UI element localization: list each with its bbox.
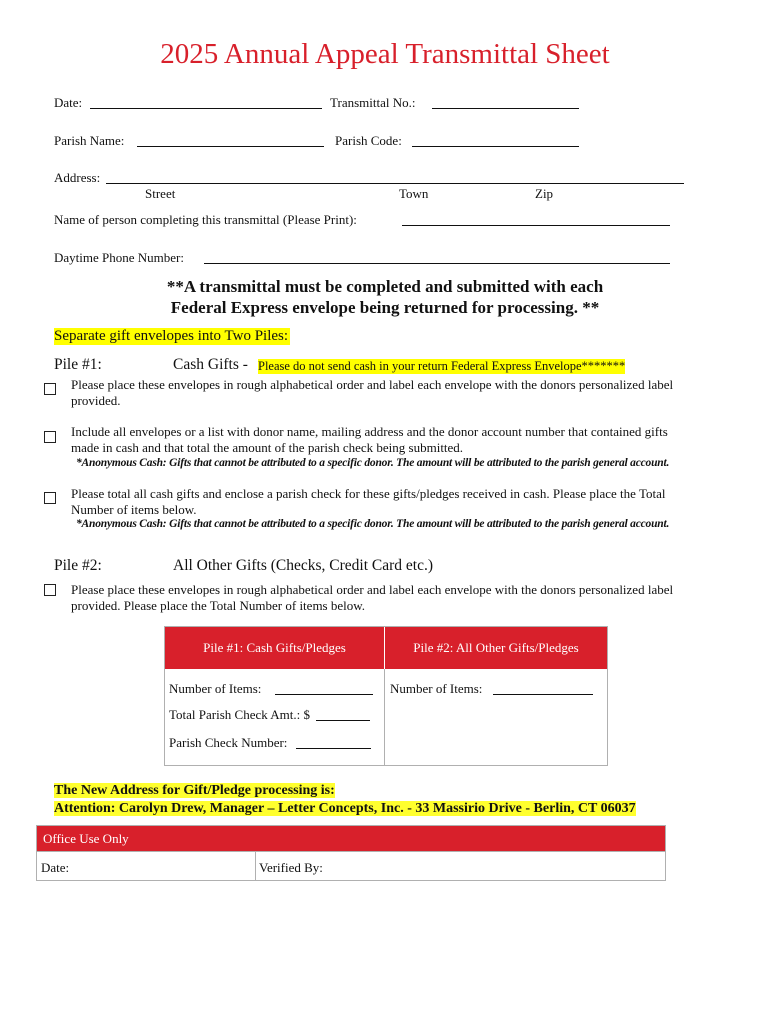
pile-table-header [165,627,607,669]
notice-line2: Federal Express envelope being returned for processing. ** [170,298,600,317]
new-address-line2: Attention: Carolyn Drew, Manager – Letter Concepts, Inc. - 33 Massirio Drive - Berlin, CT 06037 [54,801,636,816]
address-label: Address: [54,170,101,185]
parish-code-label: Parish Code: [335,133,402,148]
pile1-check-number-field[interactable] [296,735,371,749]
parish-code-field[interactable] [412,133,579,147]
new-address-line1: The New Address for Gift/Pledge processing is: [54,783,335,798]
date-label: Date: [54,95,83,110]
pile-totals-table [164,626,608,766]
pile1-item-3: Please total all cash gifts and enclose a parish check for these gifts/pledges received in cash. Please place the Total Number of items below. [71,486,666,517]
pile1-item-2: Include all envelopes or a list with donor name, mailing address and the donor account number that contained gifts made in cash and that total the amount of the parish check being submitted. [71,424,668,455]
page-title: 2025 Annual Appeal Transmittal Sheet [160,38,610,70]
pile1-checkbox-2[interactable] [44,431,56,443]
person-name-field[interactable] [402,212,670,226]
pile2-column-header: Pile #2: All Other Gifts/Pledges [413,640,579,655]
pile1-checkbox-1[interactable] [44,383,56,395]
pile-table-body [165,669,607,765]
notice [0,276,770,318]
notice-line1: **A transmittal must be completed and submitted with each [166,277,604,296]
pile2-checkbox[interactable] [44,584,56,596]
person-name-label: Name of person completing this transmittal (Please Print): [54,212,357,227]
zip-caption: Zip [535,186,554,201]
pile1-item-1: Please place these envelopes in rough alphabetical order and label each envelope with the donors personalized label provided. [71,377,674,408]
pile2-items-label: Number of Items: [390,681,483,696]
pile2-title: All Other Gifts (Checks, Credit Card etc.) [173,557,433,574]
pile2-items-field[interactable] [493,681,593,695]
office-date-label: Date: [41,860,70,875]
transmittal-no-label: Transmittal No.: [330,95,416,110]
pile1-label: Pile #1: [54,356,102,373]
office-use-divider [255,852,256,880]
street-caption: Street [145,186,176,201]
pile-table-divider [384,669,385,765]
anonymous-cash-note-2: *Anonymous Cash: Gifts that cannot be attributed to a specific donor. The amount will be attributed to the parish general account. [76,518,670,530]
pile1-check-amount-field[interactable] [316,707,370,721]
anonymous-cash-note-1: *Anonymous Cash: Gifts that cannot be attributed to a specific donor. The amount will be attributed to the parish general account. [76,457,670,469]
pile2-item: Please place these envelopes in rough alphabetical order and label each envelope with the donors personalized label provided. Please place the Total Number of items below. [71,582,674,613]
office-use-header: Office Use Only [37,826,665,851]
new-address-block [54,782,636,818]
phone-field[interactable] [204,250,670,264]
pile2-label: Pile #2: [54,557,102,574]
office-use-table [36,825,666,881]
pile1-items-field[interactable] [275,681,373,695]
office-verified-by-label: Verified By: [259,860,323,875]
date-field[interactable] [90,95,322,109]
pile1-checkbox-3[interactable] [44,492,56,504]
transmittal-no-field[interactable] [432,95,579,109]
pile1-column-header: Pile #1: Cash Gifts/Pledges [165,627,385,669]
pile1-items-label: Number of Items: [169,681,262,696]
pile1-check-number-label: Parish Check Number: [169,735,288,750]
separate-piles-heading: Separate gift envelopes into Two Piles: [54,328,289,344]
parish-name-field[interactable] [137,133,324,147]
parish-name-label: Parish Name: [54,133,125,148]
pile1-title: Cash Gifts - [173,356,248,373]
pile1-check-amount-label: Total Parish Check Amt.: $ [169,707,310,722]
town-caption: Town [399,186,429,201]
office-use-row [37,851,665,880]
address-field[interactable] [106,170,684,184]
phone-label: Daytime Phone Number: [54,250,184,265]
pile1-cash-warning: Please do not send cash in your return Federal Express Envelope******* [258,359,626,373]
